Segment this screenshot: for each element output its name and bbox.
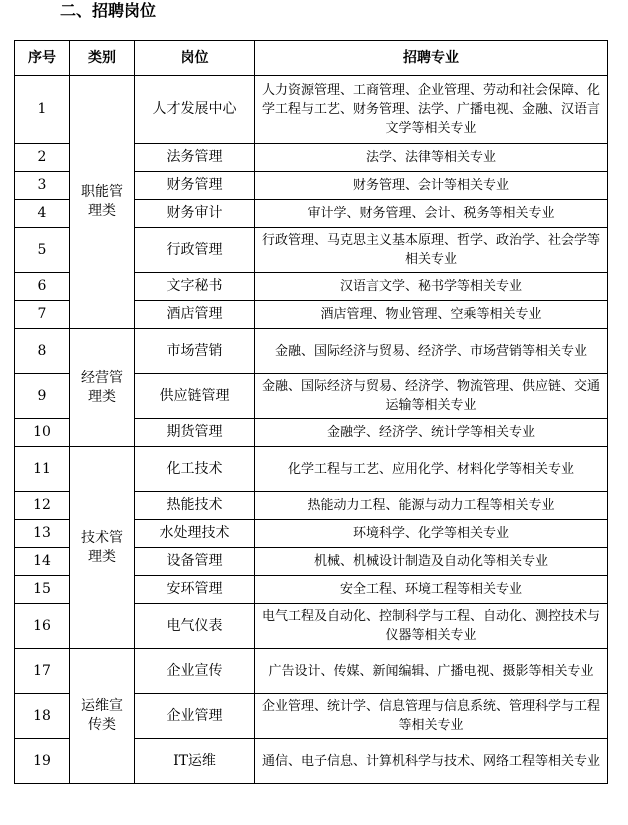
major-cell: 企业管理、统计学、信息管理与信息系统、管理科学与工程等相关专业: [255, 694, 608, 739]
position-cell: 财务审计: [135, 200, 255, 228]
position-cell: 企业宣传: [135, 649, 255, 694]
position-cell: 电气仪表: [135, 604, 255, 649]
header-no: 序号: [15, 41, 70, 76]
row-number: 17: [15, 649, 70, 694]
row-number: 16: [15, 604, 70, 649]
position-cell: IT运维: [135, 739, 255, 784]
category-cell: 运维宣传类: [70, 649, 135, 784]
major-cell: 法学、法律等相关专业: [255, 144, 608, 172]
row-number: 1: [15, 76, 70, 144]
category-cell: 技术管理类: [70, 447, 135, 649]
row-number: 18: [15, 694, 70, 739]
major-cell: 财务管理、会计等相关专业: [255, 172, 608, 200]
position-cell: 热能技术: [135, 492, 255, 520]
row-number: 13: [15, 520, 70, 548]
position-cell: 水处理技术: [135, 520, 255, 548]
position-cell: 财务管理: [135, 172, 255, 200]
major-cell: 审计学、财务管理、会计、税务等相关专业: [255, 200, 608, 228]
category-cell: 职能管理类: [70, 76, 135, 329]
major-cell: 化学工程与工艺、应用化学、材料化学等相关专业: [255, 447, 608, 492]
position-cell: 企业管理: [135, 694, 255, 739]
row-number: 19: [15, 739, 70, 784]
row-number: 5: [15, 228, 70, 273]
position-cell: 安环管理: [135, 576, 255, 604]
position-cell: 文字秘书: [135, 273, 255, 301]
row-number: 3: [15, 172, 70, 200]
position-cell: 酒店管理: [135, 301, 255, 329]
position-cell: 行政管理: [135, 228, 255, 273]
row-number: 8: [15, 329, 70, 374]
major-cell: 人力资源管理、工商管理、企业管理、劳动和社会保障、化学工程与工艺、财务管理、法学、广播电视、金融、汉语言文学等相关专业: [255, 76, 608, 144]
major-cell: 环境科学、化学等相关专业: [255, 520, 608, 548]
position-cell: 化工技术: [135, 447, 255, 492]
positions-table: [14, 40, 608, 784]
table-row: [15, 447, 608, 492]
position-cell: 期货管理: [135, 419, 255, 447]
major-cell: 电气工程及自动化、控制科学与工程、自动化、测控技术与仪器等相关专业: [255, 604, 608, 649]
major-cell: 行政管理、马克思主义基本原理、哲学、政治学、社会学等相关专业: [255, 228, 608, 273]
header-position: 岗位: [135, 41, 255, 76]
position-cell: 供应链管理: [135, 374, 255, 419]
table-row: [15, 329, 608, 374]
major-cell: 安全工程、环境工程等相关专业: [255, 576, 608, 604]
section-heading: 二、招聘岗位: [60, 1, 157, 20]
row-number: 15: [15, 576, 70, 604]
row-number: 4: [15, 200, 70, 228]
major-cell: 广告设计、传媒、新闻编辑、广播电视、摄影等相关专业: [255, 649, 608, 694]
major-cell: 热能动力工程、能源与动力工程等相关专业: [255, 492, 608, 520]
position-cell: 法务管理: [135, 144, 255, 172]
row-number: 6: [15, 273, 70, 301]
header-major: 招聘专业: [255, 41, 608, 76]
header-category: 类别: [70, 41, 135, 76]
position-cell: 人才发展中心: [135, 76, 255, 144]
major-cell: 金融、国际经济与贸易、经济学、市场营销等相关专业: [255, 329, 608, 374]
row-number: 12: [15, 492, 70, 520]
major-cell: 酒店管理、物业管理、空乘等相关专业: [255, 301, 608, 329]
row-number: 14: [15, 548, 70, 576]
major-cell: 金融学、经济学、统计学等相关专业: [255, 419, 608, 447]
major-cell: 金融、国际经济与贸易、经济学、物流管理、供应链、交通运输等相关专业: [255, 374, 608, 419]
row-number: 11: [15, 447, 70, 492]
major-cell: 汉语言文学、秘书学等相关专业: [255, 273, 608, 301]
row-number: 9: [15, 374, 70, 419]
major-cell: 机械、机械设计制造及自动化等相关专业: [255, 548, 608, 576]
row-number: 7: [15, 301, 70, 329]
table-header-row: [15, 41, 608, 76]
table-body: [15, 76, 608, 784]
table-row: [15, 649, 608, 694]
position-cell: 市场营销: [135, 329, 255, 374]
table-row: [15, 76, 608, 144]
row-number: 10: [15, 419, 70, 447]
row-number: 2: [15, 144, 70, 172]
major-cell: 通信、电子信息、计算机科学与技术、网络工程等相关专业: [255, 739, 608, 784]
category-cell: 经营管理类: [70, 329, 135, 447]
position-cell: 设备管理: [135, 548, 255, 576]
